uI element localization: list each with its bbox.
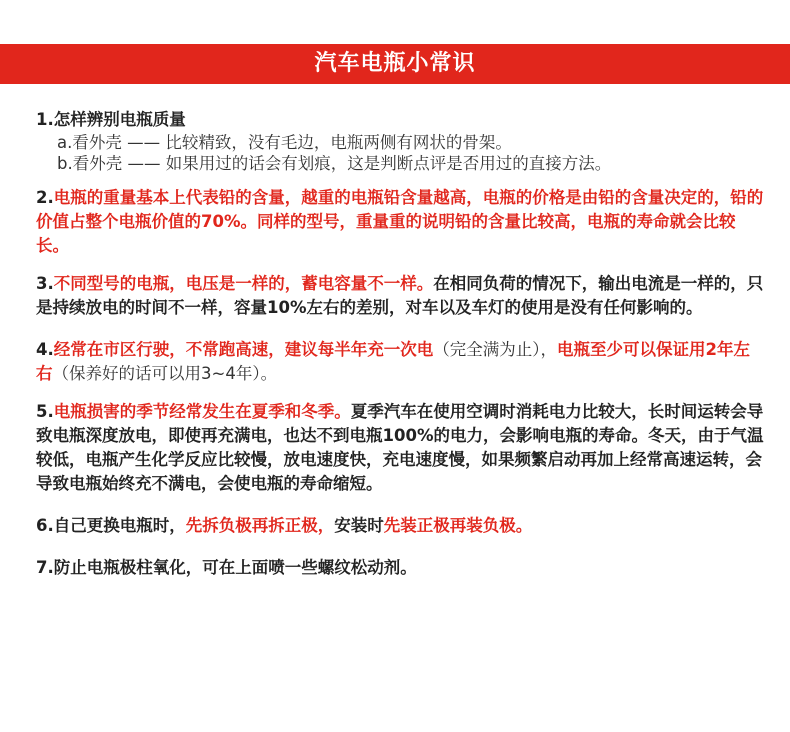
tip-5-number: 5.	[36, 402, 54, 421]
tip-3	[36, 272, 766, 320]
tip-2-highlight: 电瓶的重量基本上代表铅的含量，越重的电瓶铅含量越高，电瓶的价格是由铅的含量决定的，铅的价值占整个电瓶价值的70%。同样的型号，重量重的说明铅的含量比较高，电瓶的寿命就会比较长。	[36, 188, 764, 255]
tip-5-text: 夏季汽车在使用空调时消耗电力比较大，长时间运转会导致电瓶深度放电，即使再充满电，也达不到电瓶100%的电力，会影响电瓶的寿命。冬天，由于气温较低，电瓶产生化学反应比较慢，放电速度快，充电速度慢，如果频繁启动再加上经常高速运转，会导致电瓶始终充不满电，会使电瓶的寿命缩短。	[36, 402, 764, 493]
tip-4-note-1: （完全满为止），	[433, 340, 557, 359]
tip-4-highlight-1: 经常在市区行驶，不常跑高速，建议每半年充一次电	[53, 340, 434, 359]
tip-4-note-2: （保养好的话可以用3~4年）。	[52, 364, 278, 383]
tip-3-text: 在相同负荷的情况下，输出电流是一样的，只是持续放电的时间不一样，容量10%左右的差别，对车以及车灯的使用是没有任何影响的。	[36, 274, 764, 317]
tip-1-title: 1.怎样辨别电瓶质量	[36, 110, 186, 129]
tip-7-text: 7.防止电瓶极柱氧化，可在上面喷一些螺纹松动剂。	[36, 558, 417, 577]
tip-6-text-1: 6.自己更换电瓶时，	[36, 516, 186, 535]
tip-5	[36, 400, 766, 496]
tip-4-number: 4.	[36, 340, 54, 359]
tip-6-highlight-2: 先装正极再装负极。	[383, 516, 533, 535]
tip-2	[36, 186, 766, 258]
tip-6-text-2: 安装时	[334, 516, 384, 535]
tip-2-number: 2.	[36, 188, 54, 207]
tip-6	[36, 514, 766, 538]
tip-3-number: 3.	[36, 274, 54, 293]
title-banner	[0, 44, 790, 84]
tip-5-highlight: 电瓶损害的季节经常发生在夏季和冬季。	[53, 402, 351, 421]
tip-1	[36, 108, 766, 174]
tip-4	[36, 338, 766, 386]
tip-1-sub-b: b.看外壳 —— 如果用过的话会有划痕，这是判断点评是否用过的直接方法。	[57, 154, 612, 173]
tip-1-sub-a: a.看外壳 —— 比较精致，没有毛边，电瓶两侧有网状的骨架。	[57, 133, 512, 152]
tip-6-highlight-1: 先拆负极再拆正极，	[185, 516, 335, 535]
tip-4-highlight-2: 电瓶至少可以保证用2年左右	[36, 340, 750, 383]
page-title: 汽车电瓶小常识	[314, 51, 476, 76]
tip-7	[36, 556, 766, 580]
tips-list	[36, 108, 766, 580]
tip-3-highlight: 不同型号的电瓶，电压是一样的，蓄电容量不一样。	[53, 274, 434, 293]
